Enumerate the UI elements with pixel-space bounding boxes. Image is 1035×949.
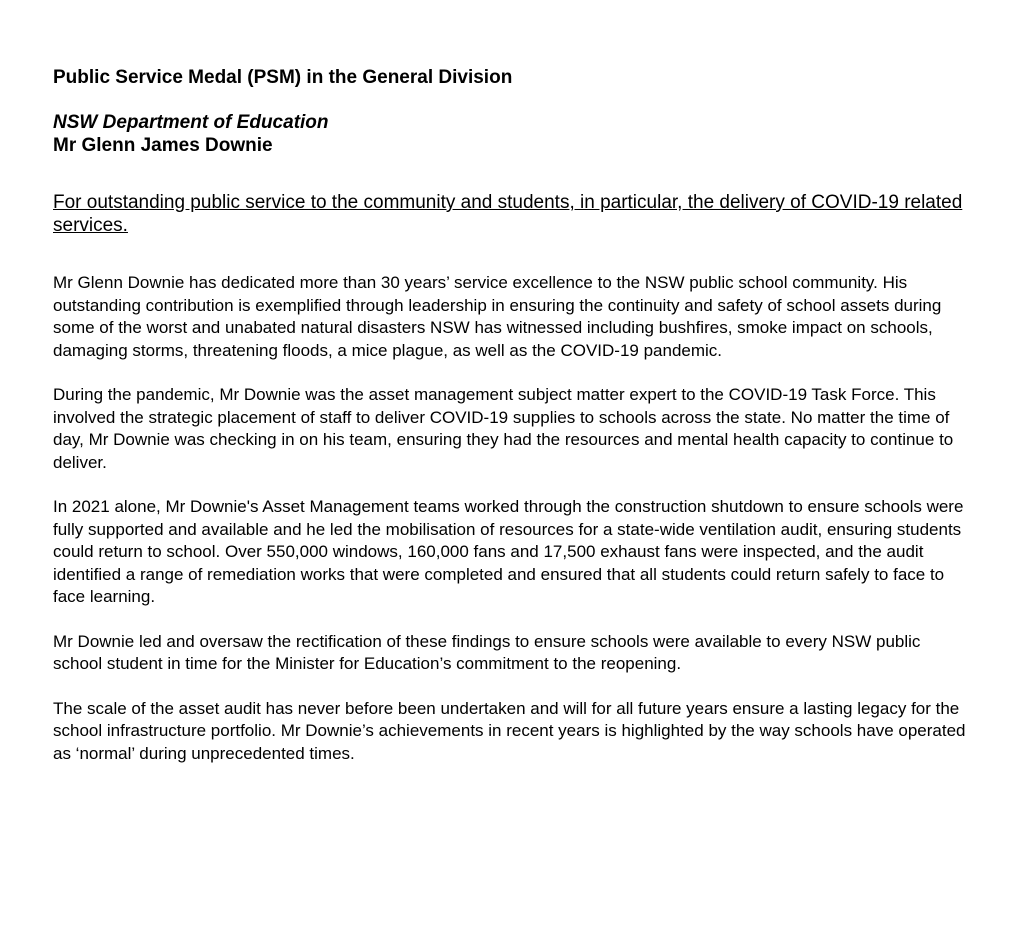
department-name: NSW Department of Education: [53, 112, 329, 133]
award-citation: For outstanding public service to the community and students, in particular, the delivery of COVID-19 related services.: [53, 192, 963, 236]
body-paragraph: During the pandemic, Mr Downie was the asset management subject matter expert to the COVID-19 Task Force. This involved the strategic placement of staff to deliver COVID-19 supplies to schools across the state. No matter the time of day, Mr Downie was checking in on his team, ensuring they had the resources and mental health capacity to continue to deliver.: [53, 385, 954, 472]
body-paragraph: The scale of the asset audit has never before been undertaken and will for all future years ensure a lasting legacy for the school infrastructure portfolio. Mr Downie’s achievements in recent years is highlighted by the way schools have operated as ‘normal’ during unprecedented times.: [53, 698, 966, 763]
recipient-name: Mr Glenn James Downie: [53, 135, 273, 156]
body-paragraph: In 2021 alone, Mr Downie's Asset Management teams worked through the construction shutdown to ensure schools were fully supported and available and he led the mobilisation of resources for a state-wide ventilation audit, ensuring students could return to school. Over 550,000 windows, 160,000 fans and 17,500 exhaust fans were inspected, and the audit identified a range of remediation works that were completed and ensured that all students could return safely to face to face learning.: [53, 497, 964, 606]
body-paragraph: Mr Downie led and oversaw the rectification of these findings to ensure schools were available to every NSW public school student in time for the Minister for Education’s commitment to the reopening.: [53, 631, 921, 673]
document-page: [53, 66, 973, 765]
award-title: Public Service Medal (PSM) in the General Division: [53, 67, 513, 88]
body-paragraph: Mr Glenn Downie has dedicated more than 30 years’ service excellence to the NSW public school community. His outstanding contribution is exemplified through leadership in ensuring the continuity and safety of school assets during some of the worst and unabated natural disasters NSW has witnessed including bushfires, smoke impact on schools, damaging storms, threatening floods, a mice plague, as well as the COVID-19 pandemic.: [53, 273, 942, 360]
